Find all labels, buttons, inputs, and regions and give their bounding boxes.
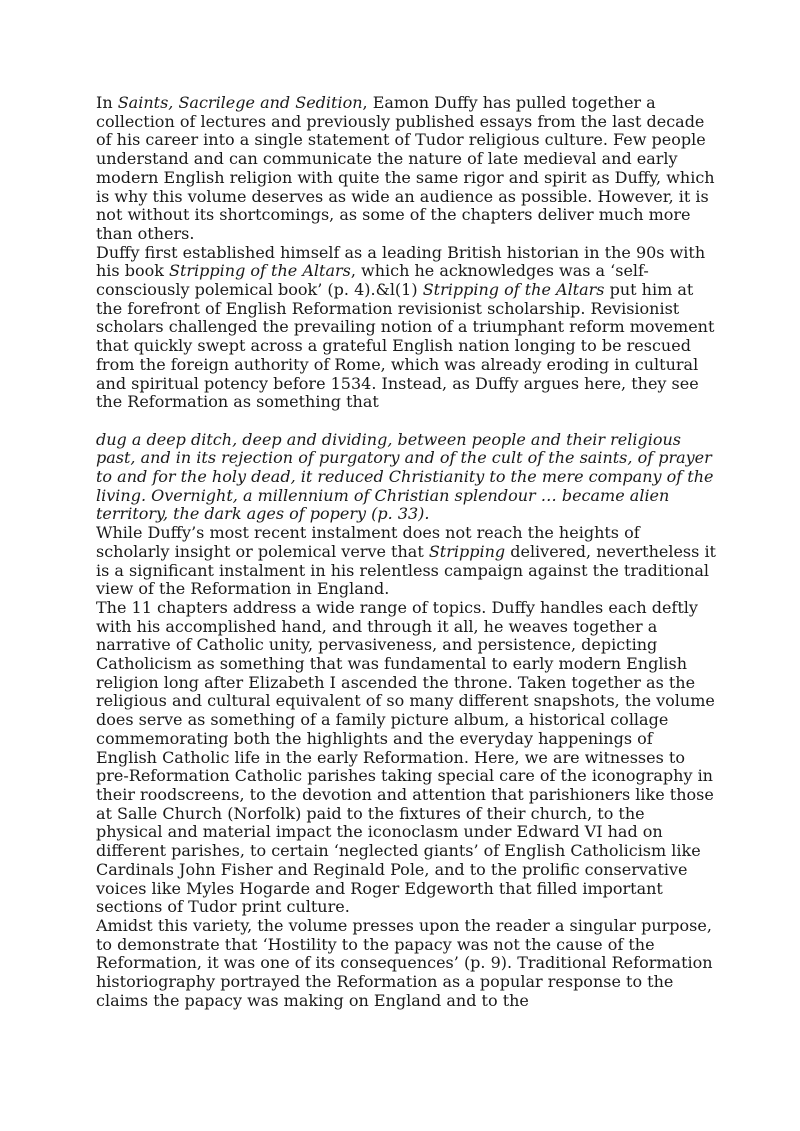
book-title: Stripping xyxy=(428,541,506,561)
paragraph-chapters: The 11 chapters address a wide range of topics. Duffy handles each deftly with his accomplished hand, and through it all, he weaves together a narrative of Catholic unity, pervasiveness, and persistence, depicting Catholicism as something that was fundamental to early modern English religion long after Elizabeth I ascended the throne. Taken together as the religious and cultural equivalent of so many different snapshots, the volume does serve as something of a family picture album, a historical collage commemorating both the highlights and the everyday happenings of English Catholic life in the early Reformation. Here, we are witnesses to pre-Reformation Catholic parishes taking special care of the iconography in their roodscreens, to the devotion and attention that parishioners like those at Salle Church (Norfolk) paid to the fixtures of their church, to the physical and material impact the iconoclasm under Edward VI had on different parishes, to certain ‘neglected giants’ of English Catholicism like Cardinals John Fisher and Reginald Pole, and to the prolific conservative voices like Myles Hogarde and Roger Edgeworth that filled important sections of Tudor print culture. xyxy=(96,597,715,917)
book-title: Stripping of the Altars xyxy=(169,261,351,281)
book-title: Saints, Sacrilege and Sedition xyxy=(117,93,363,112)
text-run: delivered, nevertheless it is a significant instalment in his relentless campaign against the traditional view of the Reformation in England. xyxy=(96,541,716,599)
paragraph-assessment xyxy=(96,524,716,599)
review-text xyxy=(96,94,716,1010)
text-run: While Duffy’s most recent instalment does not reach the heights of scholarly insight or polemical verve that xyxy=(96,523,640,561)
text-run: , which he acknowledges was a ‘self-consciously polemical book’ (p. 4).&l(1) xyxy=(96,261,649,300)
text-run: , Eamon Duffy has pulled together a collection of lectures and previously published essays from the last decade of his career into a single statement of Tudor religious culture. Few people understand and can communicate the nature of late medieval and early modern English religion with quite the same rigor and spirit as Duffy, which is why this volume deserves as wide an audience as possible. However, it is not without its shortcomings, as some of the chapters deliver much more than others. xyxy=(96,93,715,243)
paragraph-background xyxy=(96,244,716,412)
text-run: Duffy first established himself as a leading British historian in the 90s with his book xyxy=(96,242,706,281)
block-quote: dug a deep ditch, deep and dividing, between people and their religious past, and in its rejection of purgatory and of the cult of the saints, of prayer to and for the holy dead, it reduced Christianity to the mere company of the living. Overnight, a millennium of Christian splendour … became alien territory, the dark ages of popery (p. 33). xyxy=(96,429,714,524)
text-run: put him at the forefront of English Reformation revisionist scholarship. Revisionist scholars challenged the prevailing notion of a triumphant reform movement that quickly swept across a grateful English nation longing to be rescued from the foreign authority of Rome, which was already eroding in cultural and spiritual potency before 1534. Instead, as Duffy argues here, they see the Reformation as something that xyxy=(96,280,715,412)
paragraph-purpose: Amidst this variety, the volume presses upon the reader a singular purpose, to demonstrate that ‘Hostility to the papacy was not the cause of the Reformation, it was one of its consequences’ (p. 9). Traditional Reformation historiography portrayed the Reformation as a popular response to the claims the papacy was making on England and to the xyxy=(96,915,713,1010)
text-run: In xyxy=(96,93,118,112)
book-title: Stripping of the Altars xyxy=(422,280,605,300)
paragraph-intro xyxy=(96,94,716,244)
